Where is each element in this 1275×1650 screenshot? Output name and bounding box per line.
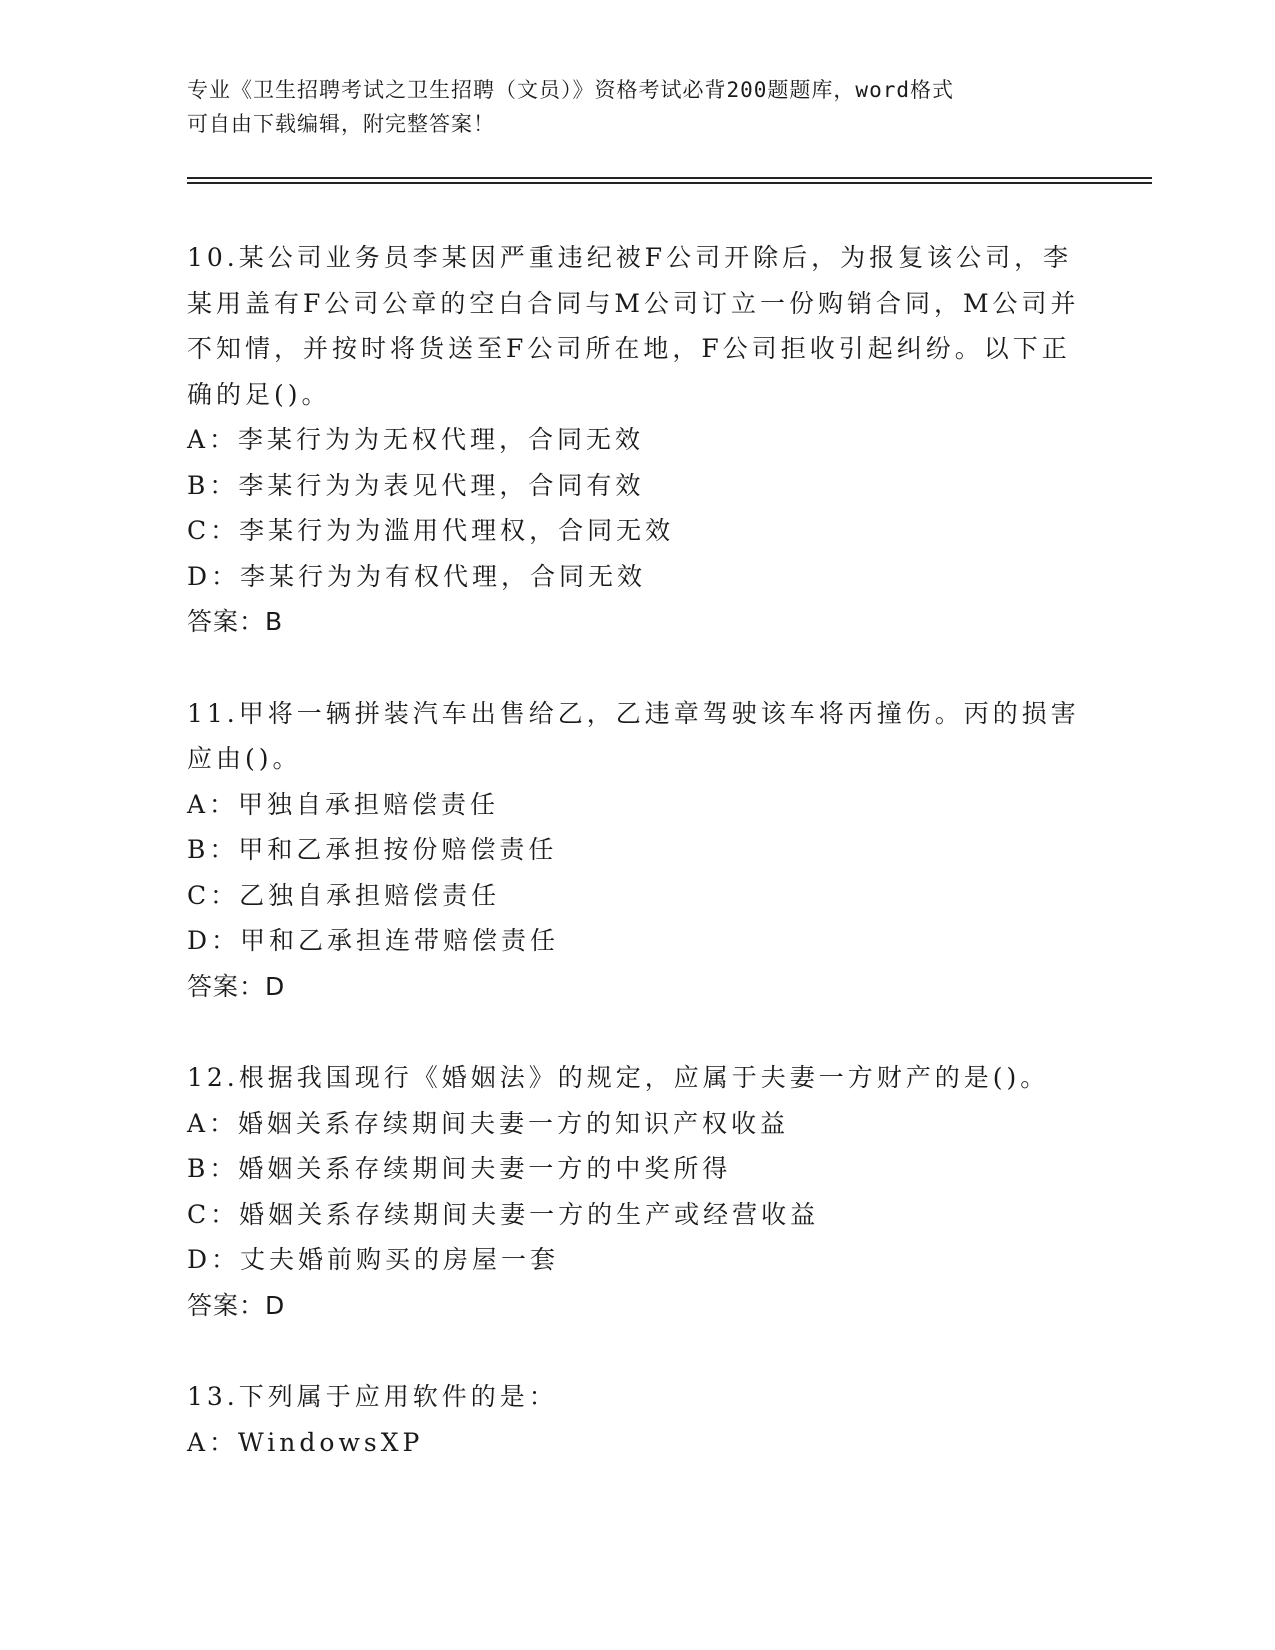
option-d: D：李某行为为有权代理，合同无效 (187, 561, 647, 591)
option-d: D：丈夫婚前购买的房屋一套 (187, 1245, 560, 1274)
question-stem-line: 确的足()。 (187, 379, 331, 409)
document-header (187, 73, 1087, 141)
header-title-line-2: 可自由下载编辑，附完整答案！ (187, 112, 495, 136)
option-d: D：甲和乙承担连带赔偿责任 (187, 926, 560, 955)
option-a: A：婚姻关系存续期间夫妻一方的知识产权收益 (187, 1108, 790, 1138)
option-a: A：李某行为为无权代理，合同无效 (187, 425, 645, 454)
header-divider-top (187, 177, 1152, 179)
option-b: B：甲和乙承担按份赔偿责任 (187, 835, 558, 864)
question-11 (187, 691, 1087, 1010)
question-stem-line: 12.根据我国现行《婚姻法》的规定，应属于夫妻一方财产的是()。 (187, 1063, 1050, 1092)
question-stem-line: 11.甲将一辆拼装汽车出售给乙，乙违章驾驶该车将丙撞伤。丙的损害 (187, 698, 1080, 728)
question-stem-line: 不知情，并按时将货送至F公司所在地，F公司拒收引起纠纷。以下正 (187, 334, 1071, 363)
option-b: B：婚姻关系存续期间夫妻一方的中奖所得 (187, 1154, 732, 1183)
question-10 (187, 235, 1087, 645)
question-stem-line: 某用盖有F公司公章的空白合同与M公司订立一份购销合同，M公司并 (187, 288, 1080, 318)
option-c: C：李某行为为滥用代理权，合同无效 (187, 516, 675, 545)
option-c: C：婚姻关系存续期间夫妻一方的生产或经营收益 (187, 1199, 820, 1229)
option-a: A：WindowsXP (187, 1427, 424, 1457)
option-b: B：李某行为为表见代理，合同有效 (187, 470, 645, 500)
question-stem-line: 应由()。 (187, 744, 302, 773)
header-title-line-1: 专业《卫生招聘考试之卫生招聘（文员）》资格考试必背200题题库，word格式 (187, 78, 954, 102)
option-a: A：甲独自承担赔偿责任 (187, 789, 500, 819)
question-12 (187, 1055, 1087, 1328)
header-divider-bottom (187, 182, 1152, 184)
question-stem-line: 13.下列属于应用软件的是： (187, 1382, 558, 1411)
answer-label: 答案：D (187, 971, 286, 1001)
question-13 (187, 1374, 1087, 1465)
question-list (187, 235, 1087, 1511)
answer-label: 答案：D (187, 1290, 286, 1320)
answer-label: 答案：B (187, 607, 284, 636)
question-stem-line: 10.某公司业务员李某因严重违纪被F公司开除后，为报复该公司，李 (187, 243, 1073, 272)
option-c: C：乙独自承担赔偿责任 (187, 880, 501, 910)
